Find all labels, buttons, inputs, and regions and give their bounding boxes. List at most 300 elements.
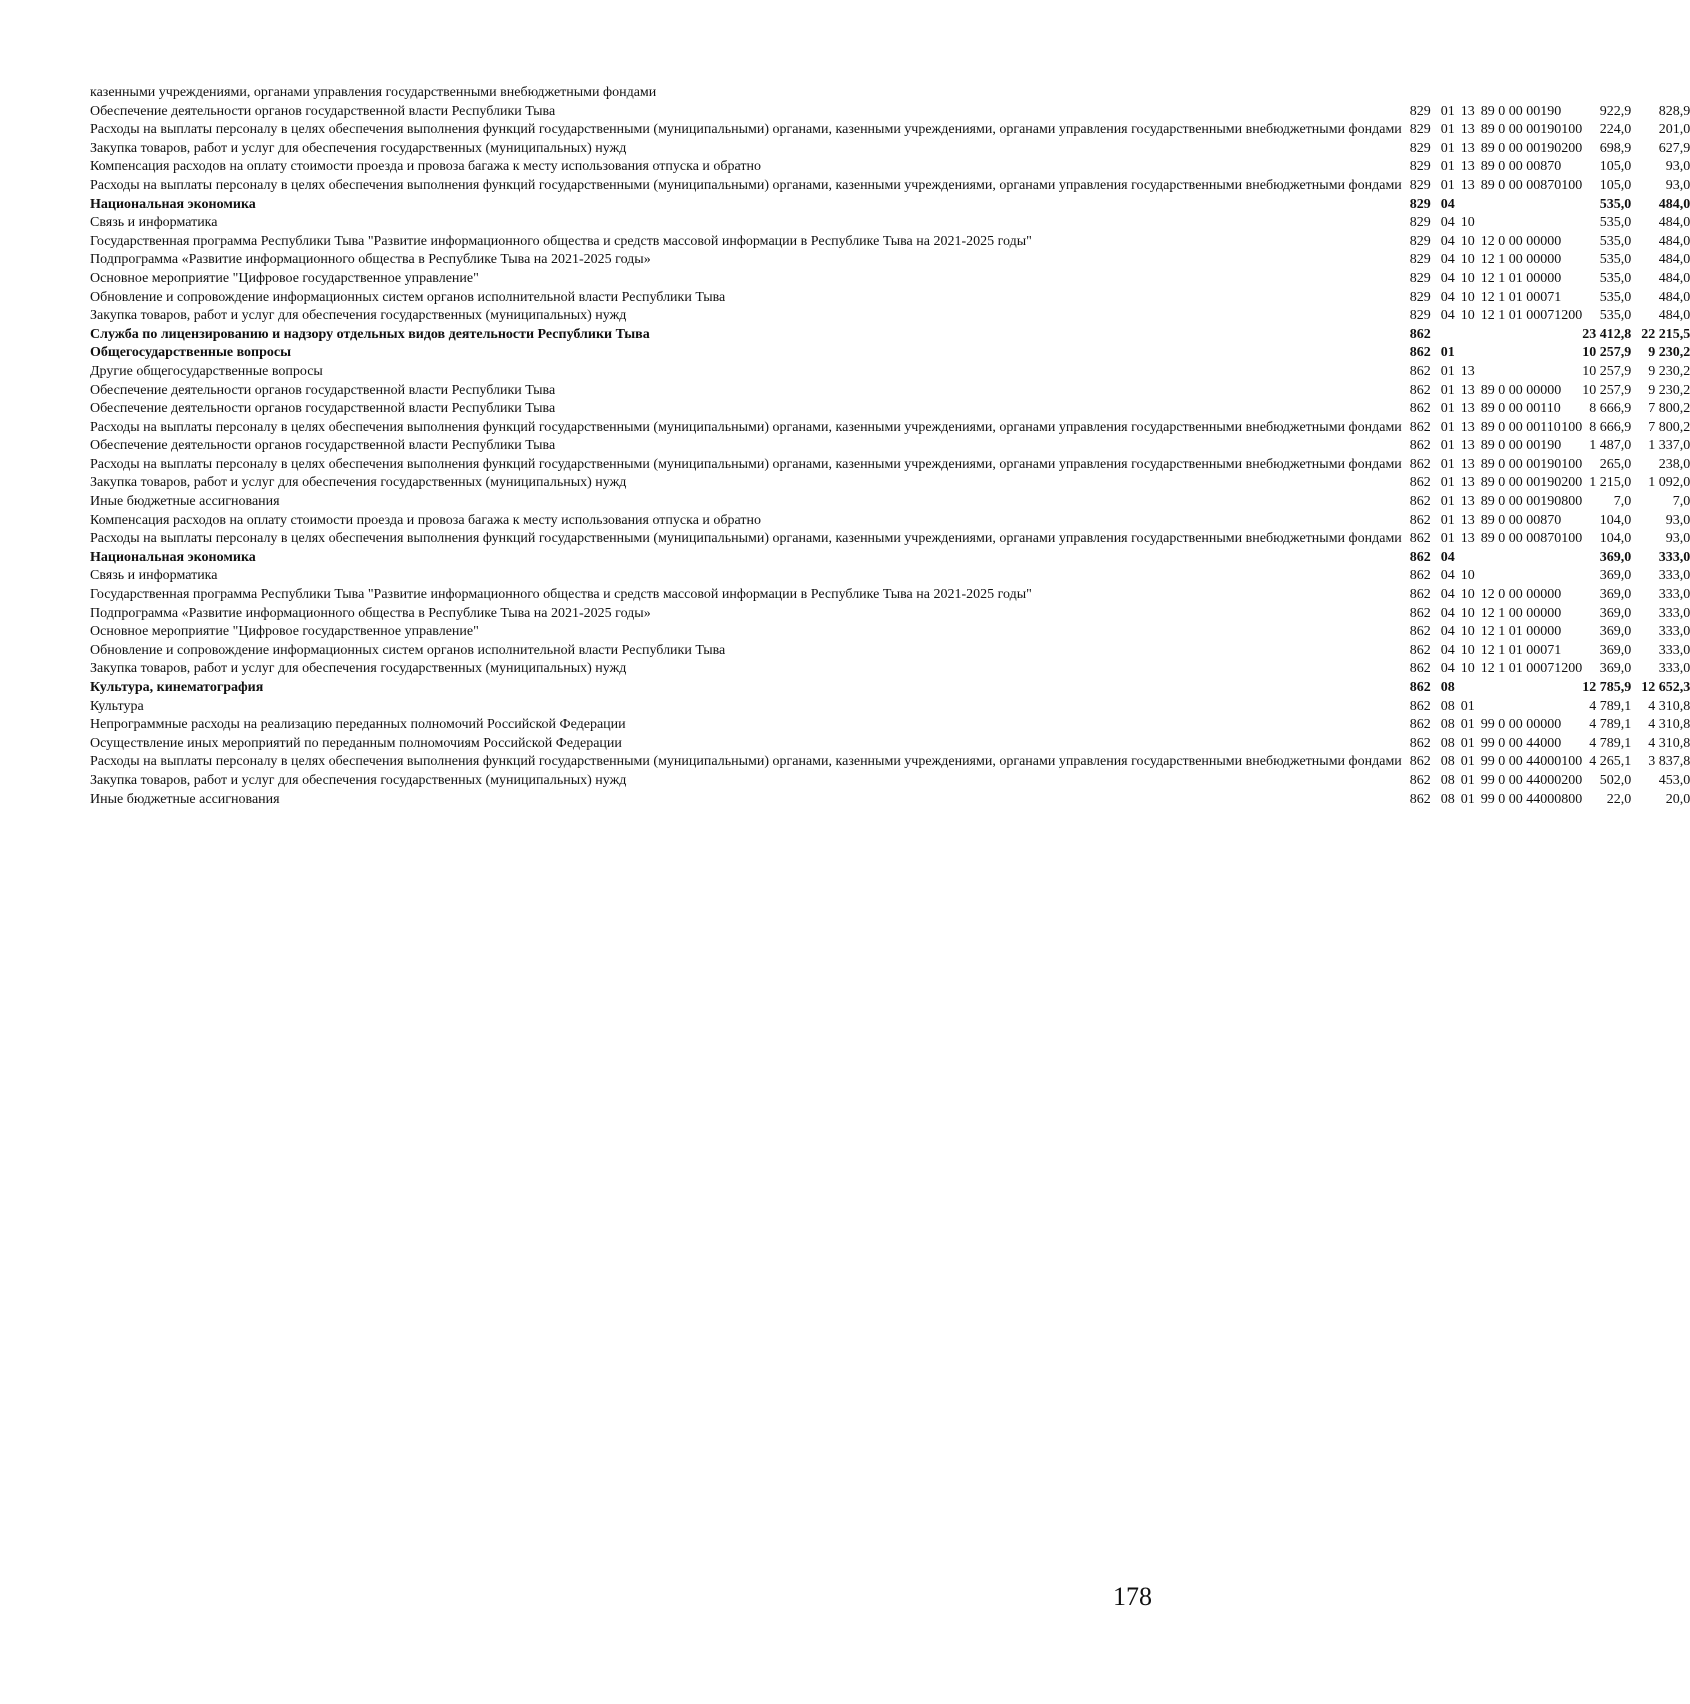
subsection-code: 01 [1460,735,1475,751]
amount-year-2: 484,0 [1658,252,1690,268]
row-name: Обеспечение деятельности органов государственной власти Республики Тыва [90,103,556,119]
subsection-code: 10 [1460,624,1475,640]
amount-year-1: 23 412,8 [1582,326,1632,342]
expense-type-code [1561,270,1582,289]
expense-type-code [1561,214,1582,233]
table-row [90,474,1690,493]
section-code: 04 [1440,252,1455,268]
row-name: Подпрограмма «Развитие информационного общества в Республике Тыва на 2021-2025 годы» [90,605,651,621]
section-code: 01 [1440,475,1455,491]
subsection-code: 13 [1460,177,1475,193]
admin-code: 829 [1409,270,1431,286]
table-row [90,121,1690,140]
expense-type-code [1561,716,1582,735]
row-name: Закупка товаров, работ и услуг для обеспечения государственных (муниципальных) нужд [90,772,627,788]
row-name: Осуществление иных мероприятий по переданным полномочиям Российской Федерации [90,735,622,751]
target-article-code [1475,214,1562,233]
amount-year-2: 9 230,2 [1648,363,1690,379]
amount-year-2: 1 092,0 [1648,475,1690,491]
admin-code: 862 [1409,772,1431,788]
expense-type-code: 200 [1561,475,1583,491]
subsection-code: 10 [1460,605,1475,621]
subsection-code [1455,549,1475,568]
section-code: 01 [1440,122,1455,138]
expense-type-code: 100 [1561,419,1583,435]
amount-year-1: 369,0 [1599,642,1632,658]
target-article-code: 12 1 01 00000 [1480,624,1562,640]
amount-year-1: 369,0 [1599,661,1632,677]
admin-code: 862 [1409,475,1431,491]
section-code: 01 [1440,494,1455,510]
section-code: 04 [1440,587,1455,603]
admin-code: 862 [1409,326,1431,342]
admin-code: 862 [1409,363,1431,379]
subsection-code [1455,344,1475,363]
row-name: Расходы на выплаты персоналу в целях обеспечения выполнения функций государственными (муниципальными) органами, казенными учреждениями, органами управления государственными внебюджетными фондами [90,419,1402,435]
amount-year-1: 4 789,1 [1589,717,1632,733]
target-article-code: 89 0 00 00190 [1480,103,1562,119]
subsection-code: 13 [1460,103,1475,119]
target-article-code: 89 0 00 00110 [1480,401,1561,417]
target-article-code: 89 0 00 00870 [1480,531,1562,547]
expense-type-code: 200 [1561,772,1583,788]
amount-year-2 [1641,84,1690,103]
amount-year-1: 265,0 [1599,456,1632,472]
admin-code: 862 [1409,791,1431,807]
amount-year-1: 22,0 [1606,791,1632,807]
expense-type-code: 200 [1561,661,1583,677]
amount-year-2: 3 837,8 [1648,754,1690,770]
subsection-code: 13 [1460,401,1475,417]
expense-type-code [1561,623,1582,642]
amount-year-1: 224,0 [1599,122,1632,138]
admin-code: 829 [1409,140,1431,156]
admin-code: 862 [1409,680,1431,695]
table-row [90,791,1690,810]
expense-type-code [1561,567,1582,586]
expense-type-code [1561,679,1582,698]
expense-type-code [1561,586,1582,605]
section-code: 04 [1440,270,1455,286]
amount-year-1: 4 789,1 [1589,735,1632,751]
subsection-code: 13 [1460,159,1475,175]
row-name: Государственная программа Республики Тыва "Развитие информационного общества и средств массовой информации в Республике Тыва на 2021-2025 годы" [90,587,1032,603]
admin-code: 829 [1409,177,1431,193]
row-name: Непрограммные расходы на реализацию переданных полномочий Российской Федерации [90,717,626,733]
expense-type-code: 200 [1561,140,1583,156]
expense-type-code: 800 [1561,791,1583,807]
admin-code: 862 [1409,735,1431,751]
admin-code: 829 [1409,196,1431,212]
admin-code: 829 [1409,159,1431,175]
section-code: 01 [1440,363,1455,379]
expense-type-code: 100 [1561,531,1583,547]
amount-year-2: 484,0 [1658,289,1690,305]
amount-year-2: 333,0 [1658,642,1690,658]
subsection-code: 10 [1460,568,1475,584]
admin-code: 862 [1409,587,1431,603]
target-article-code [1475,326,1562,345]
row-name: Иные бюджетные ассигнования [90,791,280,807]
section-code: 01 [1440,103,1455,119]
admin-code: 862 [1409,494,1431,510]
row-name: Обновление и сопровождение информационных систем органов исполнительной власти Республики Тыва [90,289,726,305]
section-code: 04 [1440,642,1455,658]
section-code: 04 [1440,215,1455,231]
amount-year-1: 104,0 [1599,531,1632,547]
target-article-code [1475,84,1562,103]
amount-year-1: 369,0 [1599,549,1632,565]
section-code: 04 [1440,233,1455,249]
section-code: 08 [1440,754,1455,770]
amount-year-2: 484,0 [1658,308,1690,324]
subsection-code: 10 [1460,661,1475,677]
target-article-code: 89 0 00 00190 [1480,122,1562,138]
amount-year-1: 535,0 [1599,308,1632,324]
table-row [90,456,1690,475]
amount-year-1: 8 666,9 [1589,419,1632,435]
amount-year-2: 333,0 [1658,568,1690,584]
section-code: 04 [1440,308,1455,324]
expense-type-code [1561,158,1582,177]
table-row [90,437,1690,456]
amount-year-2: 93,0 [1665,512,1690,528]
admin-code: 829 [1409,122,1431,138]
amount-year-1: 535,0 [1599,289,1632,305]
amount-year-2: 20,0 [1665,791,1690,807]
row-name: Другие общегосударственные вопросы [90,363,323,379]
budget-table [90,84,1690,809]
row-name: Обновление и сопровождение информационных систем органов исполнительной власти Республики Тыва [90,642,726,658]
table-row [90,698,1690,717]
table-row [90,716,1690,735]
target-article-code: 12 0 00 00000 [1480,233,1562,249]
amount-year-2: 4 310,8 [1648,717,1690,733]
subsection-code [1455,84,1475,103]
amount-year-2: 4 310,8 [1648,698,1690,714]
table-row [90,735,1690,754]
table-row [90,326,1690,345]
amount-year-2: 12 652,3 [1641,680,1690,695]
admin-code: 829 [1409,308,1431,324]
row-name: Закупка товаров, работ и услуг для обеспечения государственных (муниципальных) нужд [90,475,627,491]
subsection-code: 10 [1460,233,1475,249]
row-name: Обеспечение деятельности органов государственной власти Республики Тыва [90,382,556,398]
target-article-code: 12 0 00 00000 [1480,587,1562,603]
section-code: 04 [1440,624,1455,640]
subsection-code: 13 [1460,122,1475,138]
target-article-code: 89 0 00 00190 [1480,456,1562,472]
amount-year-2: 7 800,2 [1648,401,1690,417]
expense-type-code [1561,103,1582,122]
expense-type-code: 100 [1561,122,1583,138]
subsection-code: 10 [1460,642,1475,658]
subsection-code: 13 [1460,140,1475,156]
row-name: Закупка товаров, работ и услуг для обеспечения государственных (муниципальных) нужд [90,661,627,677]
expense-type-code [1561,289,1582,308]
amount-year-2: 627,9 [1658,140,1690,156]
section-code: 01 [1440,177,1455,193]
amount-year-2: 1 337,0 [1648,438,1690,454]
expense-type-code [1561,326,1582,345]
amount-year-1: 10 257,9 [1582,345,1632,361]
amount-year-2: 93,0 [1665,159,1690,175]
admin-code: 829 [1409,215,1431,231]
subsection-code: 13 [1460,494,1475,510]
table-row [90,233,1690,252]
subsection-code: 01 [1460,754,1475,770]
table-row [90,251,1690,270]
table-row [90,140,1690,159]
target-article-code: 89 0 00 00190 [1480,438,1562,454]
subsection-code: 10 [1460,289,1475,305]
target-article-code: 89 0 00 00870 [1480,177,1562,193]
section-code: 04 [1440,568,1455,584]
table-row [90,419,1690,438]
table-row [90,772,1690,791]
section-code: 01 [1440,531,1455,547]
row-name: Связь и информатика [90,215,218,231]
subsection-code: 13 [1460,456,1475,472]
admin-code: 829 [1409,252,1431,268]
target-article-code: 89 0 00 00870 [1480,512,1562,528]
target-article-code: 89 0 00 00190 [1480,494,1562,510]
amount-year-2: 7,0 [1672,494,1690,510]
subsection-code: 13 [1460,475,1475,491]
section-code: 04 [1440,289,1455,305]
target-article-code: 99 0 00 00000 [1480,717,1562,733]
admin-code: 829 [1409,289,1431,305]
row-name: Иные бюджетные ассигнования [90,494,280,510]
amount-year-2: 93,0 [1665,177,1690,193]
admin-code [1402,84,1431,103]
row-name: Национальная экономика [90,549,256,565]
row-name: Закупка товаров, работ и услуг для обеспечения государственных (муниципальных) нужд [90,308,627,324]
table-row [90,660,1690,679]
amount-year-2: 484,0 [1658,215,1690,231]
target-article-code [1475,344,1562,363]
amount-year-2: 333,0 [1658,605,1690,621]
table-row [90,177,1690,196]
table-row [90,623,1690,642]
table-row [90,549,1690,568]
table-row [90,344,1690,363]
subsection-code: 13 [1460,531,1475,547]
section-code: 01 [1440,345,1455,361]
table-row [90,400,1690,419]
amount-year-2: 4 310,8 [1648,735,1690,751]
expense-type-code [1561,605,1582,624]
row-name: Служба по лицензированию и надзору отдельных видов деятельности Республики Тыва [90,326,650,342]
amount-year-2: 333,0 [1658,624,1690,640]
target-article-code: 12 1 01 00071 [1480,642,1562,658]
section-code: 01 [1440,140,1455,156]
row-name: Расходы на выплаты персоналу в целях обеспечения выполнения функций государственными (муниципальными) органами, казенными учреждениями, органами управления государственными внебюджетными фондами [90,177,1402,193]
subsection-code: 10 [1460,270,1475,286]
amount-year-2: 238,0 [1658,456,1690,472]
table-row [90,586,1690,605]
target-article-code [1475,679,1562,698]
row-name: Закупка товаров, работ и услуг для обеспечения государственных (муниципальных) нужд [90,140,627,156]
subsection-code: 10 [1460,308,1475,324]
subsection-code [1455,196,1475,215]
amount-year-2: 828,9 [1658,103,1690,119]
admin-code: 862 [1409,345,1431,361]
row-name: казенными учреждениями, органами управления государственными внебюджетными фондами [90,85,657,100]
row-name: Национальная экономика [90,196,256,212]
expense-type-code [1561,344,1582,363]
row-name: Общегосударственные вопросы [90,345,292,361]
expense-type-code [1561,251,1582,270]
amount-year-1: 10 257,9 [1582,363,1632,379]
amount-year-2: 484,0 [1658,196,1690,212]
amount-year-2: 9 230,2 [1648,382,1690,398]
section-code: 08 [1440,735,1455,751]
row-name: Обеспечение деятельности органов государственной власти Республики Тыва [90,401,556,417]
table-row [90,363,1690,382]
amount-year-2: 333,0 [1658,587,1690,603]
admin-code: 862 [1409,568,1431,584]
target-article-code: 12 1 01 00071 [1480,289,1562,305]
amount-year-1: 7,0 [1613,494,1632,510]
amount-year-2: 9 230,2 [1648,345,1690,361]
amount-year-1: 369,0 [1599,624,1632,640]
admin-code: 862 [1409,401,1431,417]
row-name: Основное мероприятие "Цифровое государственное управление" [90,624,479,640]
amount-year-1: 369,0 [1599,568,1632,584]
expense-type-code [1561,363,1582,382]
target-article-code: 89 0 00 00190 [1480,140,1562,156]
target-article-code: 89 0 00 00190 [1480,475,1562,491]
amount-year-2: 93,0 [1665,531,1690,547]
row-name: Обеспечение деятельности органов государственной власти Республики Тыва [90,438,556,454]
admin-code: 862 [1409,512,1431,528]
table-row [90,158,1690,177]
section-code: 04 [1440,549,1455,565]
table-row [90,382,1690,401]
admin-code: 862 [1409,698,1431,714]
expense-type-code [1561,698,1582,717]
table-row [90,530,1690,549]
amount-year-1: 502,0 [1599,772,1632,788]
table-row [90,103,1690,122]
table-row [90,642,1690,661]
amount-year-1: 535,0 [1599,233,1632,249]
section-code: 01 [1440,438,1455,454]
row-name: Связь и информатика [90,568,218,584]
table-row [90,493,1690,512]
expense-type-code: 100 [1561,754,1583,770]
target-article-code: 12 1 01 00071 [1480,308,1562,324]
row-name: Расходы на выплаты персоналу в целях обеспечения выполнения функций государственными (муниципальными) органами, казенными учреждениями, органами управления государственными внебюджетными фондами [90,531,1402,547]
admin-code: 862 [1409,549,1431,565]
subsection-code: 13 [1460,382,1475,398]
amount-year-2: 7 800,2 [1648,419,1690,435]
table-row [90,512,1690,531]
expense-type-code: 100 [1561,177,1583,193]
admin-code: 862 [1409,456,1431,472]
amount-year-1: 8 666,9 [1589,401,1632,417]
amount-year-1: 105,0 [1599,177,1632,193]
subsection-code: 13 [1460,438,1475,454]
target-article-code [1475,698,1562,717]
admin-code: 862 [1409,661,1431,677]
target-article-code: 89 0 00 00870 [1480,159,1562,175]
admin-code: 862 [1409,438,1431,454]
target-article-code [1475,196,1562,215]
amount-year-2: 484,0 [1658,233,1690,249]
expense-type-code: 100 [1561,456,1583,472]
admin-code: 829 [1409,233,1431,249]
amount-year-2: 333,0 [1658,661,1690,677]
table-row [90,605,1690,624]
amount-year-2: 453,0 [1658,772,1690,788]
expense-type-code [1561,549,1582,568]
row-name: Основное мероприятие "Цифровое государственное управление" [90,270,479,286]
row-name: Культура, кинематография [90,680,264,695]
table-row [90,196,1690,215]
section-code: 04 [1440,605,1455,621]
amount-year-1: 105,0 [1599,159,1632,175]
target-article-code: 99 0 00 44000 [1480,772,1562,788]
table-row [90,289,1690,308]
amount-year-1: 1 487,0 [1589,438,1632,454]
target-article-code: 12 1 01 00000 [1480,270,1562,286]
subsection-code: 10 [1460,587,1475,603]
amount-year-1: 369,0 [1599,587,1632,603]
amount-year-1: 922,9 [1599,103,1632,119]
section-code: 01 [1440,456,1455,472]
section-code: 08 [1440,772,1455,788]
table-row [90,270,1690,289]
table-row [90,307,1690,326]
table-row [90,567,1690,586]
table-row [90,753,1690,772]
section-code: 01 [1440,159,1455,175]
admin-code: 862 [1409,624,1431,640]
expense-type-code [1561,196,1582,215]
target-article-code [1475,363,1562,382]
row-name: Расходы на выплаты персоналу в целях обеспечения выполнения функций государственными (муниципальными) органами, казенными учреждениями, органами управления государственными внебюджетными фондами [90,122,1402,138]
row-name: Расходы на выплаты персоналу в целях обеспечения выполнения функций государственными (муниципальными) органами, казенными учреждениями, органами управления государственными внебюджетными фондами [90,456,1402,472]
admin-code: 862 [1409,605,1431,621]
subsection-code: 01 [1460,791,1475,807]
expense-type-code [1561,437,1582,456]
table-row [90,679,1690,698]
amount-year-1: 12 785,9 [1582,680,1632,695]
target-article-code: 99 0 00 44000 [1480,735,1562,751]
target-article-code: 89 0 00 00000 [1480,382,1562,398]
target-article-code [1475,549,1562,568]
admin-code: 862 [1409,382,1431,398]
row-name: Подпрограмма «Развитие информационного общества в Республике Тыва на 2021-2025 годы» [90,252,651,268]
budget-table-body [90,84,1690,809]
section-code: 08 [1440,717,1455,733]
expense-type-code [1561,735,1582,754]
target-article-code: 99 0 00 44000 [1480,791,1562,807]
subsection-code: 01 [1460,698,1475,714]
row-name: Компенсация расходов на оплату стоимости проезда и провоза багажа к месту использования отпуска и обратно [90,159,762,175]
target-article-code: 99 0 00 44000 [1480,754,1562,770]
table-row [90,84,1690,103]
subsection-code: 01 [1460,717,1475,733]
subsection-code: 01 [1460,772,1475,788]
expense-type-code [1561,400,1582,419]
row-name: Культура [90,698,144,714]
admin-code: 829 [1409,103,1431,119]
subsection-code [1455,326,1475,345]
expense-type-code [1561,382,1582,401]
